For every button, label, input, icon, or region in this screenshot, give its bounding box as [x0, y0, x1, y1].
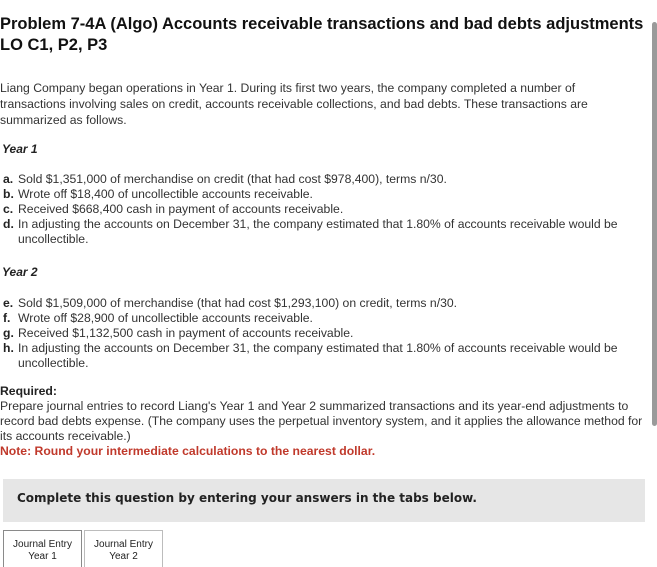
vertical-scrollbar[interactable] [652, 22, 657, 426]
list-item [0, 341, 648, 371]
item-label: g. [3, 326, 14, 340]
year2-transactions [0, 296, 648, 371]
answer-tabs [3, 530, 165, 567]
list-item [0, 326, 648, 341]
item-text: In adjusting the accounts on December 31, the company estimated that 1.80% of accounts receivable would be uncollectible. [18, 341, 618, 370]
item-text: In adjusting the accounts on December 31, the company estimated that 1.80% of accounts receivable would be uncollectible. [18, 217, 618, 246]
item-label: c. [3, 202, 14, 216]
item-label: e. [3, 296, 14, 310]
item-text: Wrote off $18,400 of uncollectible accounts receivable. [18, 187, 313, 201]
problem-intro: Liang Company began operations in Year 1. During its first two years, the company completed a number of transactions involving sales on credit, accounts receivable collections, and bad debts. These transactions are summarized as follows. [0, 81, 588, 127]
list-item [0, 187, 648, 202]
list-item [0, 217, 648, 247]
item-label: d. [3, 217, 14, 231]
tab-label-line1: Journal Entry [13, 539, 72, 550]
required-section [0, 384, 644, 459]
item-text: Sold $1,509,000 of merchandise (that had cost $1,293,100) on credit, terms n/30. [18, 296, 458, 310]
year1-heading: Year 1 [2, 142, 38, 156]
item-label: h. [3, 341, 14, 355]
item-label: f. [3, 311, 11, 325]
item-text: Wrote off $28,900 of uncollectible accounts receivable. [18, 311, 313, 325]
tab-label-line2: Year 2 [109, 551, 138, 562]
tab-journal-entry-year-1[interactable] [3, 530, 82, 567]
rounding-note: Note: Round your intermediate calculations to the nearest dollar. [0, 444, 376, 458]
tab-label-line2: Year 1 [28, 551, 57, 562]
required-text: Prepare journal entries to record Liang's Year 1 and Year 2 summarized transactions and its year-end adjustments to record bad debts expense. (The company uses the perpetual inventory system, and it applies the allowance method for its accounts receivable.) [0, 399, 643, 443]
item-text: Sold $1,351,000 of merchandise on credit (that had cost $978,400), terms n/30. [18, 172, 447, 186]
list-item [0, 311, 648, 326]
item-label: b. [3, 187, 14, 201]
instruction-banner [3, 479, 645, 522]
problem-title: Problem 7-4A (Algo) Accounts receivable transactions and bad debts adjustments LO C1, P2, P3 [0, 15, 644, 54]
year2-heading: Year 2 [2, 265, 38, 279]
list-item [0, 296, 648, 311]
tab-journal-entry-year-2[interactable] [84, 530, 163, 567]
item-label: a. [3, 172, 14, 186]
year1-transactions [0, 172, 648, 247]
list-item [0, 172, 648, 187]
list-item [0, 202, 648, 217]
required-label: Required: [0, 384, 57, 398]
banner-text: Complete this question by entering your answers in the tabs below. [17, 491, 477, 505]
item-text: Received $668,400 cash in payment of accounts receivable. [18, 202, 344, 216]
item-text: Received $1,132,500 cash in payment of accounts receivable. [18, 326, 354, 340]
tab-label-line1: Journal Entry [94, 539, 153, 550]
